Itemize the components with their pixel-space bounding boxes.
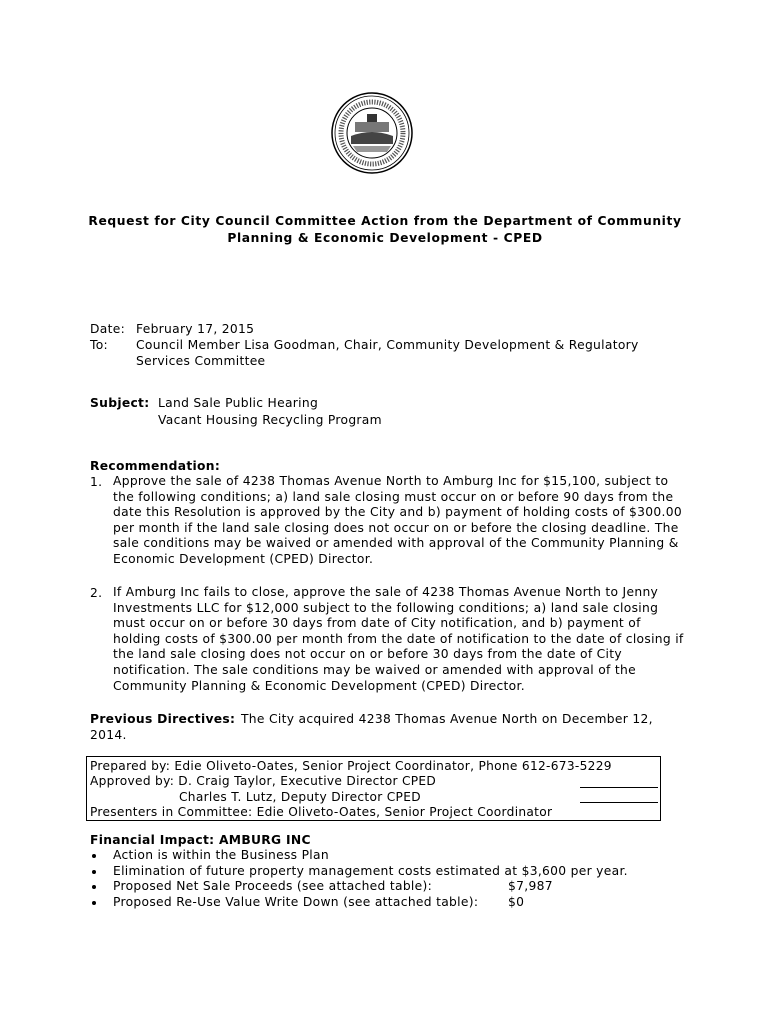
- previous-directives-line-1: The City acquired 4238 Thomas Avenue North on December 12,: [241, 712, 653, 726]
- prepared-by-box: [86, 756, 661, 821]
- list-item: [90, 895, 628, 911]
- item-2-line: notification. The sale conditions may be waived or amended with approval of the: [113, 662, 636, 677]
- item-2-number: 2.: [90, 586, 103, 600]
- item-1-line: sale conditions may be waived or amended with approval of the Community Planning &: [113, 536, 679, 551]
- list-item-value: $7,987: [508, 879, 553, 894]
- item-2-line: must occur on or before 30 days from date of City notification, and b) payment of: [113, 616, 641, 631]
- financial-impact-list: [90, 848, 628, 910]
- recommendation-item-1: [113, 474, 682, 568]
- recommendation-item-2: [113, 585, 684, 694]
- financial-impact-heading: Financial Impact: AMBURG INC: [90, 833, 311, 847]
- bullet-icon: [92, 901, 96, 905]
- item-1-line: per month if the land sale closing does not occur on or before the closing deadline. The: [113, 520, 679, 535]
- list-item-value: $0: [508, 894, 525, 909]
- list-item: [90, 848, 628, 864]
- presenters: Presenters in Committee: Edie Oliveto-Oates, Senior Project Coordinator: [90, 805, 553, 819]
- bullet-icon: [92, 885, 96, 889]
- recommendation-heading: Recommendation:: [90, 459, 221, 473]
- approved-by: Approved by: D. Craig Taylor, Executive Director CPED: [90, 774, 437, 788]
- list-item: [90, 864, 628, 880]
- title-line-2: Planning & Economic Development - CPED: [227, 231, 543, 245]
- approved-by-2: Charles T. Lutz, Deputy Director CPED: [179, 790, 421, 804]
- item-1-line: date this Resolution is approved by the City and b) payment of holding costs of $300.00: [113, 505, 682, 520]
- item-2-line: Investments LLC for $12,000 subject to the following conditions; a) land sale closing: [113, 600, 659, 615]
- subject-line-1: Land Sale Public Hearing: [158, 396, 319, 410]
- city-seal-icon: [331, 92, 413, 174]
- previous-directives-line-2: 2014.: [90, 728, 127, 742]
- date-value: February 17, 2015: [136, 322, 255, 336]
- item-2-line: holding costs of $300.00 per month from the date of notification to the date of closing if: [113, 631, 684, 646]
- title-line-1: Request for City Council Committee Action from the Department of Community: [88, 214, 682, 228]
- list-item-text: Proposed Re-Use Value Write Down (see attached table):: [113, 894, 479, 909]
- item-2-line: the land sale closing does not occur on or before 30 days from the date of City: [113, 647, 622, 662]
- previous-directives-label: Previous Directives:: [90, 712, 236, 726]
- subject-line-2: Vacant Housing Recycling Program: [158, 413, 382, 427]
- item-2-line: Community Planning & Economic Development (CPED) Director.: [113, 678, 525, 693]
- list-item-text: Action is within the Business Plan: [113, 848, 329, 862]
- to-line-2: Services Committee: [136, 354, 266, 368]
- subject-label: Subject:: [90, 396, 150, 410]
- document-title: [60, 213, 710, 247]
- bullet-icon: [92, 854, 96, 858]
- to-line-1: Council Member Lisa Goodman, Chair, Community Development & Regulatory: [136, 338, 639, 352]
- to-label: To:: [90, 338, 108, 352]
- list-item: [90, 879, 628, 895]
- signature-line: [580, 802, 658, 803]
- date-label: Date:: [90, 322, 126, 336]
- item-1-number: 1.: [90, 475, 103, 489]
- list-item-text: Proposed Net Sale Proceeds (see attached table):: [113, 879, 433, 894]
- list-item-text: Elimination of future property management costs estimated at $3,600 per year.: [113, 863, 628, 878]
- bullet-icon: [92, 870, 96, 874]
- signature-line: [580, 787, 658, 788]
- item-1-line: Economic Development (CPED) Director.: [113, 551, 374, 566]
- prepared-by: Prepared by: Edie Oliveto-Oates, Senior Project Coordinator, Phone 612-673-5229: [90, 759, 612, 773]
- item-2-line: If Amburg Inc fails to close, approve the sale of 4238 Thomas Avenue North to Jenny: [113, 585, 659, 599]
- item-1-line: the following conditions; a) land sale closing must occur on or before 90 days from the: [113, 489, 674, 504]
- item-1-line: Approve the sale of 4238 Thomas Avenue North to Amburg Inc for $15,100, subject to: [113, 474, 669, 488]
